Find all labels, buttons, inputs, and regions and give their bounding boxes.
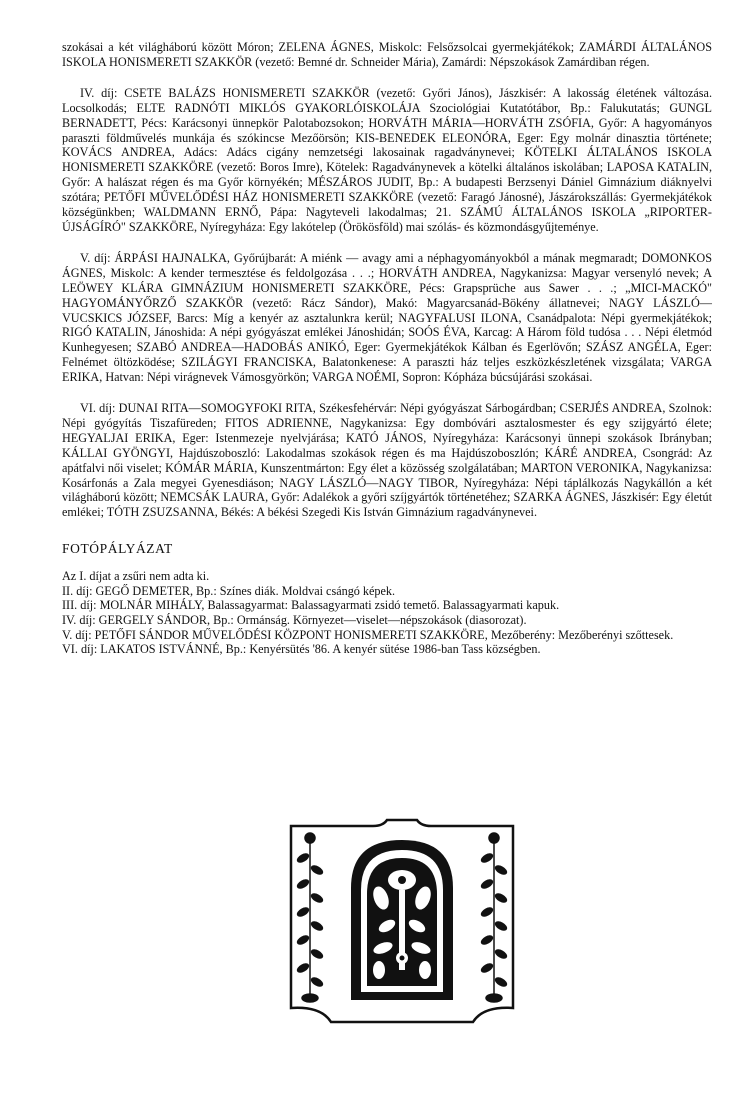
photo-prize-line: II. díj: GEGŐ DEMETER, Bp.: Színes diák. Moldvai csángó képek.: [62, 583, 396, 598]
photo-prize-line: IV. díj: GERGELY SÁNDOR, Bp.: Ormánság. Környezet—viselet—népszokások (diasorozat).: [62, 612, 527, 627]
paragraph-prize-v: V. díj: ÁRPÁSI HAJNALKA, Győrújbarát: A miénk — avagy ami a néphagyományokból a mának megmaradt; DOMONKOS ÁGNES, Miskolc: A kender termesztése és feldolgozása . . .; HORVÁTH ANDREA, Nagykanizsa: Magyar versenyló nevek; A LEÖWEY KLÁRA GIMNÁZIUM HONISMERETI SZAKKÖRE, Pécs: Grapsprüche aus Sawer . . .; „MICI-MACKÓ" HAGYOMÁNYŐRZŐ SZAKKÖR (vezető: Rácz Sándor), Makó: Magyarcsanád-Bökény állatnevei; NAGY LÁSZLÓ—VUCSKICS JÓZSEF, Barcs: Míg a kenyér az asztalunkra kerül; NAGYFALUSI ILONA, Csanádpalota: Népi gyermekjátékok; RIGÓ KATALIN, Jánoshida: A népi gyógyászat emlékei Jánoshidán; SOÓS ÉVA, Karcag: A Három föld tudósa . . . Népi életmód Kunhegyesen; SZABÓ ANDREA—HADOBÁS ANIKÓ, Eger: Gyermekjátékok Kálban és Egerlövőn; SZÁSZ ANGÉLA, Eger: Felnémet öltözködése; SZILÁGYI FRANCISKA, Balatonkenese: A paraszti ház teljes eszközkészletének vizsgálata; VARGA ERIKA, Hatvan: Népi virágnevek Vámosgyörkön; VARGA NOÉMI, Sopron: Kópháza búcsújárási szokásai.: [62, 250, 712, 385]
photo-prize-line: VI. díj: LAKATOS ISTVÁNNÉ, Bp.: Kenyérsütés '86. A kenyér sütése 1986-ban Tass községben.: [62, 642, 541, 657]
photo-prize-line: V. díj: PETŐFI SÁNDOR MŰVELŐDÉSI KÖZPONT HONISMERETI SZAKKÖRE, Mezőberény: Mezőberényi szőttesek.: [62, 627, 674, 642]
paragraph-prize-iv: IV. díj: CSETE BALÁZS HONISMERETI SZAKKÖR (vezető: Győri János), Jászkisér: A lakosság életének változása. Locsolkodás; ELTE RADNÓTI MIKLÓS GYAKORLÓISKOLÁJA Szociológiai Kutatótábor, Bp.: Falukutatás; GUNGL BERNADETT, Pécs: Karácsonyi ünnepkör Palotabozsokon; HORVÁTH MÁRIA—HORVÁTH ZSÓFIA, Győr: A hagyományos paraszti földművelés munkája és szókincse Mezőörsön; KIS-BENEDEK ELEONÓRA, Eger: Egy molnár dinasztia története; KOVÁCS ANDREA, Adács: Adács cigány nemzetségi lakosainak ragadványnevei; KÖTELKI ÁLTALÁNOS ISKOLA HONISMERETI SZAKKÖRE (vezető: Boros Imre), Kötelek: Ragadványnevek a kötelki általános iskolában; LAPOSA KATALIN, Győr: A halászat régen és ma Győr környékén; MÉSZÁROS JUDIT, Bp.: A budapesti Berzsenyi Dániel Gimnázium diáknyelvi szótára; PETŐFI MŰVELŐDÉSI HÁZ HONISMERETI SZAKKÖRE (vezető: Faragó Jánosné), Jászárokszállás: Gyermekjátékok községünkben; WALDMANN ERNŐ, Pápa: Nagyteveli lakodalmas; 21. SZÁMÚ ÁLTALÁNOS ISKOLA „RIPORTER-ÚJSÁGÍRÓ" SZAKKÖRE, Nyíregyháza: Egy lakótelep (Örökösföld) mai szólás- és közmondásgyűjteménye.: [62, 85, 712, 234]
folk-ornament-icon: [283, 818, 521, 1025]
page-text: [62, 40, 712, 657]
photo-prize-line: Az I. díjat a zsűri nem adta ki.: [62, 569, 210, 584]
paragraph-prize-vi: VI. díj: DUNAI RITA—SOMOGYFOKI RITA, Székesfehérvár: Népi gyógyászat Sárbogárdban; CSERJÉS ANDREA, Szolnok: Népi gyógyítás Tiszafüreden; FITOS ADRIENNE, Nagykanizsa: Egy dombóvári asztalosmester és egy szijgyártó élete; HEGYALJAI ERIKA, Eger: Istenmezeje nyelvjárása; KATÓ JÁNOS, Nyíregyháza: Karácsonyi ünnepi szokások Ibrányban; KÁLLAI GYÖNGYI, Hajdúszoboszló: Lakodalmas szokások régen és ma Hajdúszoboszlón; KÁRÉ ANDREA, Csongrád: Az apátfalvi női viselet; KÓMÁR MÁRIA, Kunszentmárton: Egy élet a közösség szolgálatában; MARTON VERONIKA, Nagykanizsa: Kosárfonás a Zala megyei Gyenesdiáson; NAGY LÁSZLÓ—NAGY TIBOR, Nyíregyháza: Népi táplálkozás Nagykállón a két világháború között; NEMCSÁK LAURA, Győr: Adalékok a győri szíjgyártók történetéhez; SZARKA ÁGNES, Jászkisér: Egy életút emlékei; TÓTH ZSUZSANNA, Békés: A békési Szegedi Kis István Gimnázium ragadványnevei.: [62, 401, 712, 520]
section-title: FOTÓPÁLYÁZAT: [62, 541, 173, 557]
photo-prize-list: [62, 569, 712, 657]
photo-prize-line: III. díj: MOLNÁR MIHÁLY, Balassagyarmat: Balassagyarmati zsidó temető. Balassagyarmati kapuk.: [62, 598, 560, 613]
paragraph-continuation: szokásai a két világháború között Móron; ZELENA ÁGNES, Miskolc: Felsőzsolcai gyermekjátékok; ZAMÁRDI ÁLTALÁNOS ISKOLA HONISMERETI SZAKKÖR (vezető: Bemné dr. Schneider Mária), Zamárdi: Népszokások Zamárdiban régen.: [62, 40, 712, 69]
